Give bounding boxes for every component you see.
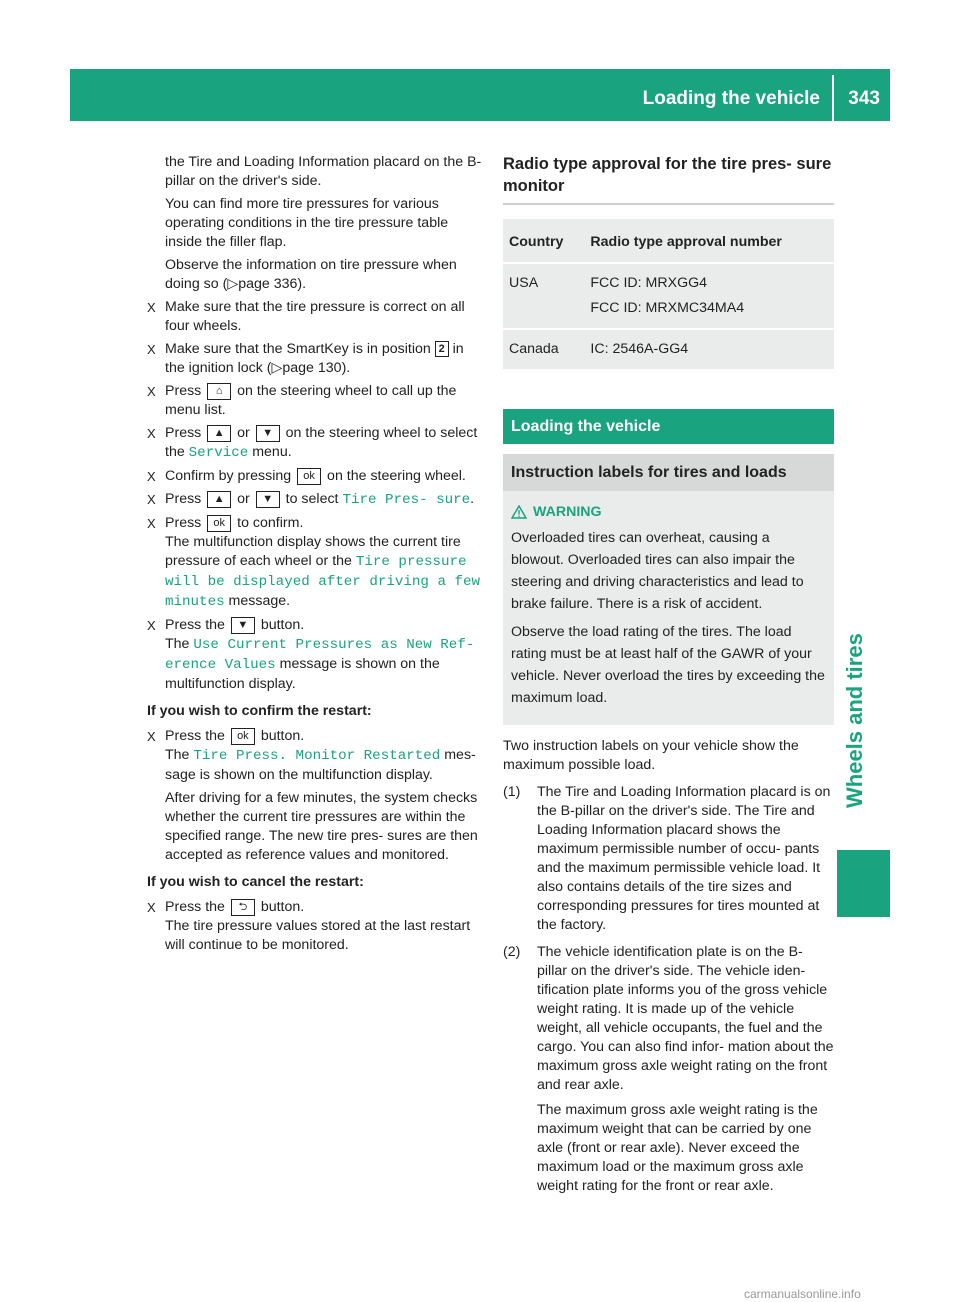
watermark: carmanualsonline.info bbox=[744, 1287, 861, 1301]
step-item: X Press the ⮌ button. The tire pressure values stored at the last restart will continue to be monitored. bbox=[147, 899, 471, 953]
warning-box bbox=[503, 491, 834, 725]
position-2-icon: 2 bbox=[435, 341, 449, 357]
paragraph: After driving for a few minutes, the system checks whether the current tire pressures are within the specified range. The new tire pres- sures are then accepted as reference values and monitored. bbox=[165, 790, 478, 863]
display-message: Use Current Pressures as New Ref‐ erence Values bbox=[165, 637, 475, 673]
warning-text: Observe the load rating of the tires. The load rating must be at least half of the GAWR of your vehicle. Never overload the tires by exceeding the maximum load. bbox=[511, 624, 825, 706]
table-row bbox=[503, 263, 834, 329]
display-message: Tire pressure will be displayed after driving a few minutes bbox=[165, 554, 481, 610]
step-arrow-icon: X bbox=[147, 342, 156, 357]
table-header: Radio type approval number bbox=[584, 219, 834, 263]
table-cell: FCC ID: MRXGG4 FCC ID: MRXMC34MA4 bbox=[584, 263, 834, 329]
step-arrow-icon: X bbox=[147, 492, 156, 507]
ok-button-icon: ok bbox=[207, 515, 231, 532]
down-button-icon: ▼ bbox=[256, 425, 280, 442]
table-row bbox=[503, 329, 834, 370]
step-arrow-icon: X bbox=[147, 469, 156, 484]
up-button-icon: ▲ bbox=[207, 491, 231, 508]
step-item: X Press ▲ or ▼ to select Tire Pres‐ sure. bbox=[147, 491, 475, 508]
menu-name: Tire Pres‐ sure bbox=[342, 492, 471, 508]
step-arrow-icon: X bbox=[147, 426, 156, 441]
subheading: If you wish to cancel the restart: bbox=[147, 874, 364, 890]
step-item: X Confirm by pressing ok on the steering wheel. bbox=[147, 468, 466, 484]
step-arrow-icon: X bbox=[147, 300, 156, 315]
table-cell: USA bbox=[503, 263, 584, 329]
list-item: (1) The Tire and Loading Information placard is on the B-pillar on the driver's side. The Tire and Loading Information placard shows the maximum permissible number of occu- pants and the maximum permissible vehicle load. It also contains details of the tire sizes and corresponding pressures for tires mounted at the factory. bbox=[503, 784, 831, 933]
left-column bbox=[147, 153, 482, 959]
subheading: If you wish to confirm the restart: bbox=[147, 703, 372, 719]
warning-text: Overloaded tires can overheat, causing a blowout. Overloaded tires can also impair the steering and driving characteristics and lead to brake failure. There is a risk of accident. bbox=[511, 530, 804, 612]
ok-button-icon: ok bbox=[231, 728, 255, 745]
menu-name: Service bbox=[188, 445, 249, 461]
step-item: X Make sure that the SmartKey is in position 2 in the ignition lock (▷page 130). bbox=[147, 341, 464, 376]
right-column bbox=[503, 153, 834, 1204]
paragraph: You can find more tire pressures for various operating conditions in the tire pressure table inside the filler flap. bbox=[165, 196, 449, 250]
home-button-icon: ⌂ bbox=[207, 383, 231, 400]
down-button-icon: ▼ bbox=[256, 491, 280, 508]
side-tab-marker bbox=[837, 850, 890, 917]
step-item: X Make sure that the tire pressure is correct on all four wheels. bbox=[147, 299, 465, 334]
table-header: Country bbox=[503, 219, 584, 263]
table-cell: IC: 2546A-GG4 bbox=[584, 329, 834, 370]
ok-button-icon: ok bbox=[297, 468, 321, 485]
step-arrow-icon: X bbox=[147, 618, 156, 633]
step-arrow-icon: X bbox=[147, 729, 156, 744]
step-arrow-icon: X bbox=[147, 384, 156, 399]
step-item: X Press ▲ or ▼ on the steering wheel to select the Service menu. bbox=[147, 425, 478, 461]
page-ref-icon: ▷ bbox=[271, 360, 283, 376]
page-number: 343 bbox=[848, 88, 880, 109]
step-item: X Press ⌂ on the steering wheel to call up the menu list. bbox=[147, 383, 457, 418]
paragraph: Observe the information on tire pressure when doing so (▷page 336). bbox=[165, 257, 457, 292]
step-item: X Press the ok button. The Tire Press. Monitor Restarted mes- sage is shown on the multifunction display. bbox=[147, 728, 476, 783]
step-item: X Press the ▼ button. The Use Current Pressures as New Ref‐ erence Values message is shown on the multifunction display. bbox=[147, 617, 475, 692]
header-band bbox=[70, 69, 890, 121]
back-button-icon: ⮌ bbox=[231, 899, 255, 916]
header-divider bbox=[832, 75, 834, 121]
warning-heading: WARNING bbox=[511, 501, 826, 523]
table-cell: Canada bbox=[503, 329, 584, 370]
list-item: (2) The vehicle identification plate is on the B- pillar on the driver's side. The vehicle iden- tification plate informs you of the gross vehicle weight rating. It is made up of the vehicle weight, all vehicle occupants, the fuel and the cargo. You can also find infor- mation about the maximum gross axle weight rating on the front and rear axle. The maximum gross axle weight rating is the maximum weight that can be carried by one axle (front or rear axle). Never exceed the maximum load or the maximum gross axle weight rating for the front or rear axle. bbox=[503, 944, 834, 1194]
section-title: Radio type approval for the tire pres- sure monitor bbox=[503, 153, 834, 205]
subsection-banner: Instruction labels for tires and loads bbox=[503, 454, 834, 491]
step-item: X Press ok to confirm. The multifunction display shows the current tire pressure of each wheel or the Tire pressure will be displayed after driving a few minutes message. bbox=[147, 515, 481, 610]
approval-table bbox=[503, 219, 834, 371]
side-tab-label: Wheels and tires bbox=[842, 633, 867, 808]
display-message: Tire Press. Monitor Restarted bbox=[193, 748, 441, 764]
section-banner: Loading the vehicle bbox=[503, 409, 834, 444]
warning-icon bbox=[511, 505, 527, 519]
page-ref-icon: ▷ bbox=[227, 276, 239, 292]
step-arrow-icon: X bbox=[147, 900, 156, 915]
page-title: Loading the vehicle bbox=[642, 88, 820, 109]
paragraph: Two instruction labels on your vehicle show the maximum possible load. bbox=[503, 738, 799, 773]
down-button-icon: ▼ bbox=[231, 617, 255, 634]
paragraph: the Tire and Loading Information placard on the B-pillar on the driver's side. bbox=[165, 154, 482, 189]
up-button-icon: ▲ bbox=[207, 425, 231, 442]
step-arrow-icon: X bbox=[147, 516, 156, 531]
